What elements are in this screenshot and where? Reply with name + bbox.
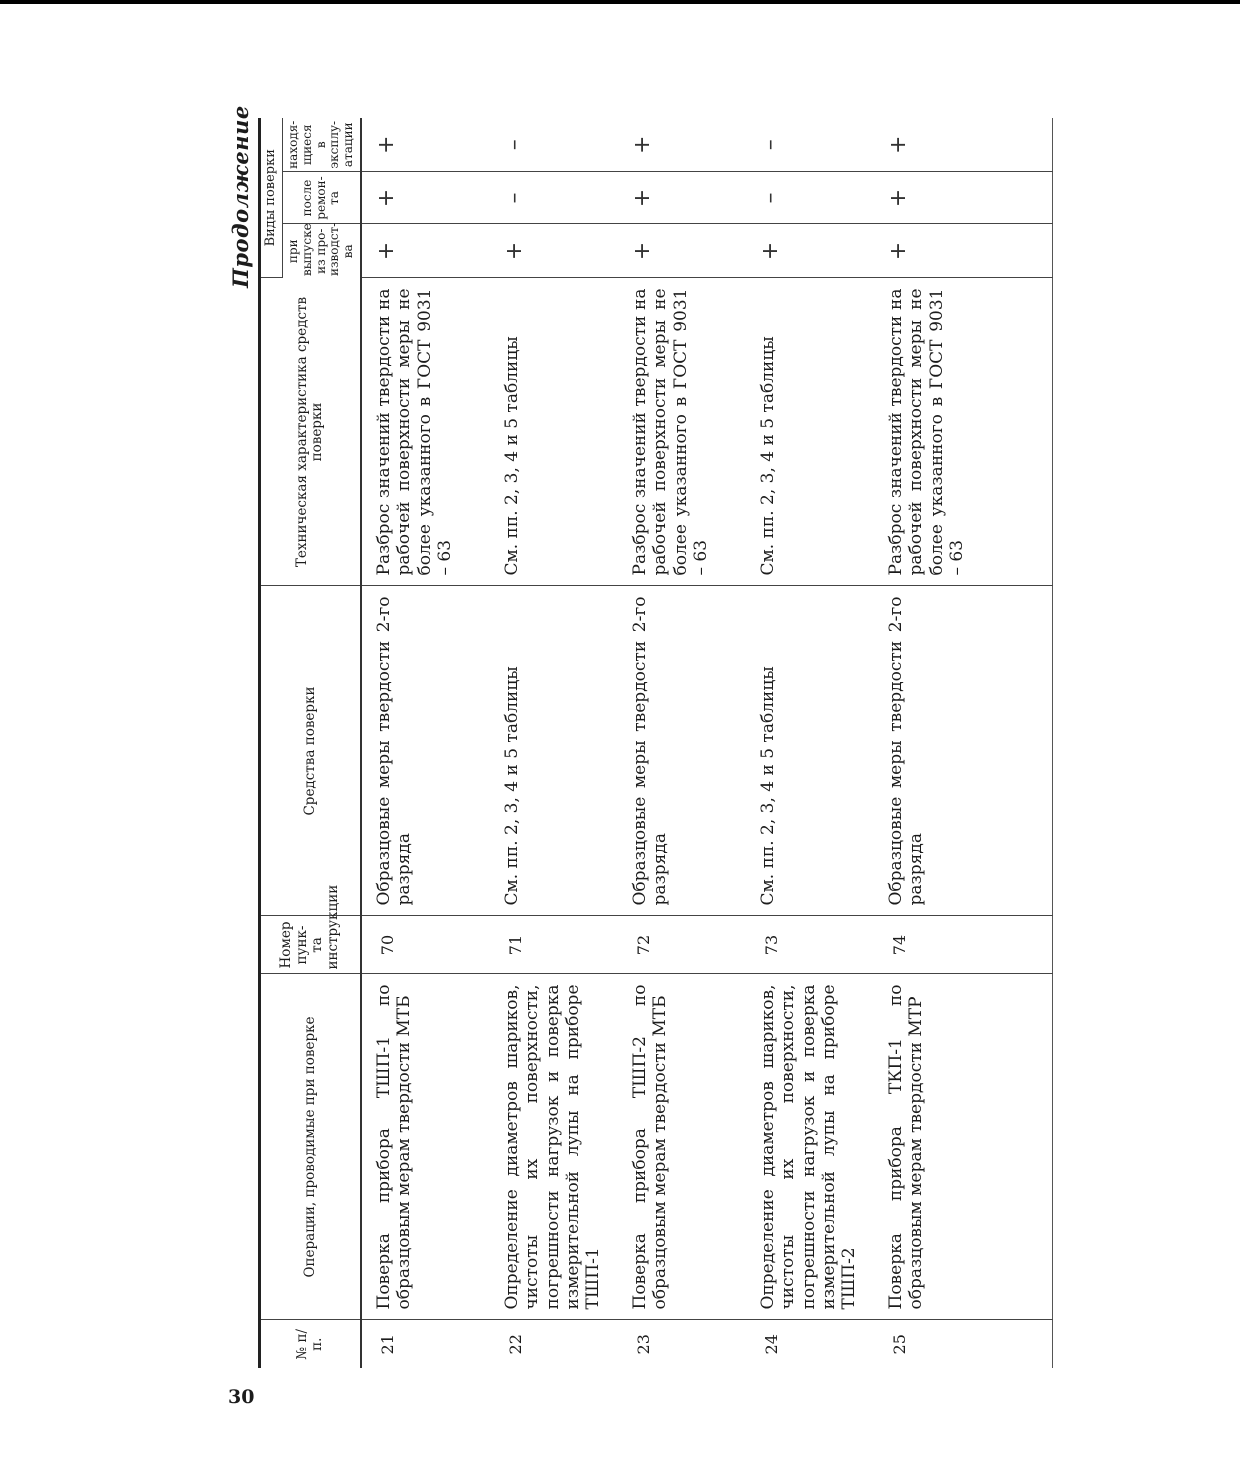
row-operation: Поверка прибора ТКП-1 по образцовым мерам твердости МТР <box>874 974 1053 1320</box>
table-row <box>746 118 874 1368</box>
row-means: Образцовые меры твердости 2-го разряда <box>618 586 746 916</box>
row-release-mark: + <box>618 224 746 278</box>
row-repair-mark: + <box>618 172 746 224</box>
table-row <box>874 118 1053 1368</box>
row-tech: Разброс значений твердости на рабочей поверхности меры не более указанного в ГОСТ 9031 – 63 <box>361 278 490 586</box>
row-means: Образцовые меры твердости 2-го разряда <box>874 586 1053 916</box>
row-num: 25 <box>889 1334 909 1355</box>
row-release-mark: + <box>746 224 874 278</box>
row-repair-mark: + <box>361 172 490 224</box>
header-means: Средства поверки <box>260 586 361 916</box>
header-kind-use: находя-щиеся в эксплу-атации <box>282 118 360 172</box>
row-means: Образцовые меры твердости 2-го разряда <box>361 586 490 916</box>
row-means: См. пп. 2, 3, 4 и 5 таблицы <box>746 586 874 916</box>
verification-table <box>258 118 1053 1368</box>
header-kind-release: при выпуске из про-изводст-ва <box>282 224 360 278</box>
row-means: См. пп. 2, 3, 4 и 5 таблицы <box>490 586 618 916</box>
continued-label: Продолжение <box>228 105 253 288</box>
header-num: № п/п. <box>260 1320 361 1368</box>
row-tech: См. пп. 2, 3, 4 и 5 таблицы <box>746 278 874 586</box>
header-item: Номер пунк-та инструкции <box>260 916 361 974</box>
row-use-mark: – <box>490 118 618 172</box>
row-num: 21 <box>377 1334 397 1355</box>
row-tech: См. пп. 2, 3, 4 и 5 таблицы <box>490 278 618 586</box>
table-row <box>361 118 490 1368</box>
row-item: 71 <box>490 916 618 974</box>
row-item: 72 <box>618 916 746 974</box>
row-item: 70 <box>361 916 490 974</box>
page-number: 30 <box>228 1386 255 1408</box>
row-operation: Поверка прибора ТШП-1 по образцовым мерам твердости МТБ <box>361 974 490 1320</box>
header-operations: Операции, проводимые при поверке <box>260 974 361 1320</box>
header-kind-repair: после ремон-та <box>282 172 360 224</box>
row-release-mark: + <box>490 224 618 278</box>
row-operation: Определение диаметров шариков, чистоты их поверхности, погрешности нагрузок и поверка измерительной лупы на приборе ТШП-1 <box>490 974 618 1320</box>
row-use-mark: + <box>874 118 1053 172</box>
row-num: 22 <box>505 1334 525 1355</box>
table-row <box>490 118 618 1368</box>
row-release-mark: + <box>361 224 490 278</box>
row-item: 73 <box>746 916 874 974</box>
row-tech: Разброс значений твердости на рабочей поверхности меры не более указанного в ГОСТ 9031 – 63 <box>874 278 1053 586</box>
row-operation: Определение диаметров шариков, чистоты их поверхности, погрешности нагрузок и поверка измерительной лупы на приборе ТШП-2 <box>746 974 874 1320</box>
row-repair-mark: – <box>746 172 874 224</box>
row-release-mark: + <box>874 224 1053 278</box>
row-use-mark: + <box>361 118 490 172</box>
row-num: 24 <box>761 1334 781 1355</box>
row-use-mark: – <box>746 118 874 172</box>
header-kinds: Виды поверки <box>260 118 283 278</box>
header-tech: Техническая характеристика средств поверки <box>260 278 361 586</box>
row-use-mark: + <box>618 118 746 172</box>
rotated-table-page <box>228 105 1030 1388</box>
table-row <box>618 118 746 1368</box>
row-repair-mark: – <box>490 172 618 224</box>
row-tech: Разброс значений твердости на рабочей поверхности меры не более указанного в ГОСТ 9031 – 63 <box>618 278 746 586</box>
row-num: 23 <box>633 1334 653 1355</box>
row-repair-mark: + <box>874 172 1053 224</box>
row-operation: Поверка прибора ТШП-2 по образцовым мерам твердости МТБ <box>618 974 746 1320</box>
top-border-line <box>0 0 1240 4</box>
row-item: 74 <box>874 916 1053 974</box>
